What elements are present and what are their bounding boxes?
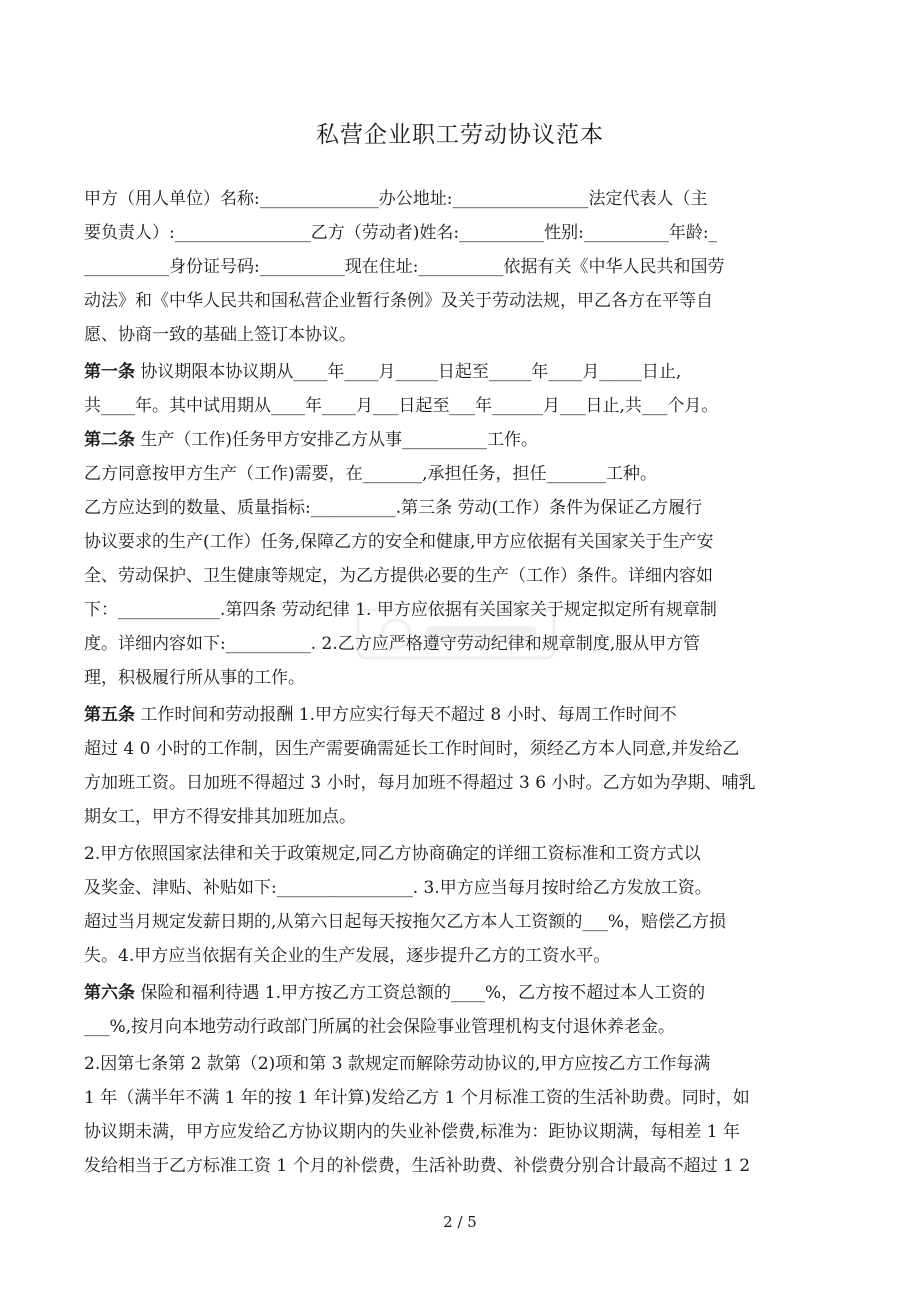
text-line [84, 1081, 836, 1115]
text-line [84, 766, 836, 800]
line-text: 协议要求的生产(工作）任务,保障乙方的安全和健康,甲方应依据有关国家关于生产安 [84, 532, 714, 552]
line-text: 全、劳动保护、卫生健康等规定，为乙方提供必要的生产（工作）条件。详细内容如 [84, 566, 713, 586]
line-text: 2.甲方依照国家法律和关于政策规定,同乙方协商确定的详细工资标准和工资方式以 [84, 844, 701, 864]
text-line [84, 800, 836, 834]
line-text: 理，积极履行所从事的工作。 [84, 668, 305, 688]
article-heading: 第二条 [84, 430, 135, 450]
text-line [84, 627, 836, 661]
text-line [84, 976, 836, 1010]
article-heading: 第一条 [84, 362, 135, 382]
line-text: __________身份证号码:__________现在住址:__________依据有关《中华人民共和国劳 [84, 257, 725, 277]
line-text: 生产（工作)任务甲方安排乙方从事__________工作。 [135, 430, 539, 450]
line-text: 期女工，甲方不得安排其加班加点。 [84, 807, 356, 827]
text-line [84, 1010, 836, 1044]
line-text: 协议期未满，甲方应发给乙方协议期内的失业补偿费,标准为：距协议期满，每相差 1 年 [84, 1122, 741, 1142]
text-line [84, 1047, 836, 1081]
line-text: 超过 4 0 小时的工作制，因生产需要确需延长工作时间时，须经乙方本人同意,并发给乙 [84, 739, 740, 759]
text-line [84, 389, 836, 423]
text-line [84, 355, 836, 389]
text-line [84, 732, 836, 766]
text-line [84, 250, 836, 284]
text-line [84, 525, 836, 559]
line-text: 协议期限本协议期从____年____月_____日起至_____年____月_____日止, [135, 362, 682, 382]
text-line [84, 1115, 836, 1149]
text-line [84, 698, 836, 732]
line-text: 甲方（用人单位）名称:______________办公地址:________________法定代表人（主 [84, 189, 708, 209]
page-number: 2 / 5 [443, 1213, 477, 1231]
text-line [84, 423, 836, 457]
text-line [84, 457, 836, 491]
line-text: 方加班工资。日加班不得超过 3 小时，每月加班不得超过 3 6 小时。乙方如为孕期、哺乳 [84, 773, 756, 793]
line-text: 度。详细内容如下:__________. 2.乙方应严格遵守劳动纪律和规章制度,服从甲方管 [84, 634, 701, 654]
line-text: 2.因第七条第 2 款第（2)项和第 3 款规定而解除劳动协议的,甲方应按乙方工作每满 [84, 1054, 711, 1074]
line-text: 发给相当于乙方标准工资 1 个月的补偿费，生活补助费、补偿费分别合计最高不超过 1 2 [84, 1156, 751, 1176]
line-text: 愿、协商一致的基础上签订本协议。 [84, 325, 356, 345]
text-line [84, 939, 836, 973]
line-text: 要负责人）:________________乙方（劳动者)姓名:__________性别:__________年龄:_ [84, 223, 718, 243]
text-line [84, 661, 836, 695]
text-line [84, 216, 836, 250]
line-text: 失。4.甲方应当依据有关企业的生产发展，逐步提升乙方的工资水平。 [84, 946, 611, 966]
document-title: 私营企业职工劳动协议范本 [316, 122, 604, 148]
text-line [84, 559, 836, 593]
line-text: 动法》和《中华人民共和国私营企业暂行条例》及关于劳动法规，甲乙各方在平等自 [84, 291, 713, 311]
text-line [84, 284, 836, 318]
text-line [84, 1149, 836, 1183]
text-line [84, 905, 836, 939]
line-text: 工作时间和劳动报酬 1.甲方应实行每天不超过 8 小时、每周工作时间不 [135, 705, 677, 725]
line-text: 1 年（满半年不满 1 年的按 1 年计算)发给乙方 1 个月标准工资的生活补助费。同时，如 [84, 1088, 750, 1108]
article-heading: 第六条 [84, 983, 135, 1003]
line-text: 超过当月规定发薪日期的,从第六日起每天按拖欠乙方本人工资额的___%，赔偿乙方损 [84, 912, 727, 932]
text-line [84, 318, 836, 352]
line-text: 及奖金、津贴、补贴如下:________________. 3.甲方应当每月按时给乙方发放工资。 [84, 878, 712, 898]
text-line [84, 182, 836, 216]
document-body [84, 182, 836, 1183]
text-line [84, 871, 836, 905]
line-text: 保险和福利待遇 1.甲方按乙方工资总额的____%，乙方按不超过本人工资的 [135, 983, 706, 1003]
article-heading: 第五条 [84, 705, 135, 725]
line-text: 下：____________.第四条 劳动纪律 1. 甲方应依据有关国家关于规定拟定所有规章制 [84, 600, 717, 620]
line-text: ___%,按月向本地劳动行政部门所属的社会保险事业管理机构支付退休养老金。 [84, 1017, 676, 1037]
line-text: 共____年。其中试用期从____年____月___日起至___年______月___日止,共___个月。 [84, 396, 719, 416]
line-text: 乙方应达到的数量、质量指标:__________.第三条 劳动(工作）条件为保证乙方履行 [84, 498, 703, 518]
text-line [84, 593, 836, 627]
text-line [84, 837, 836, 871]
text-line [84, 491, 836, 525]
line-text: 乙方同意按甲方生产（工作)需要，在_______,承担任务，担任_______工种。 [84, 464, 658, 484]
